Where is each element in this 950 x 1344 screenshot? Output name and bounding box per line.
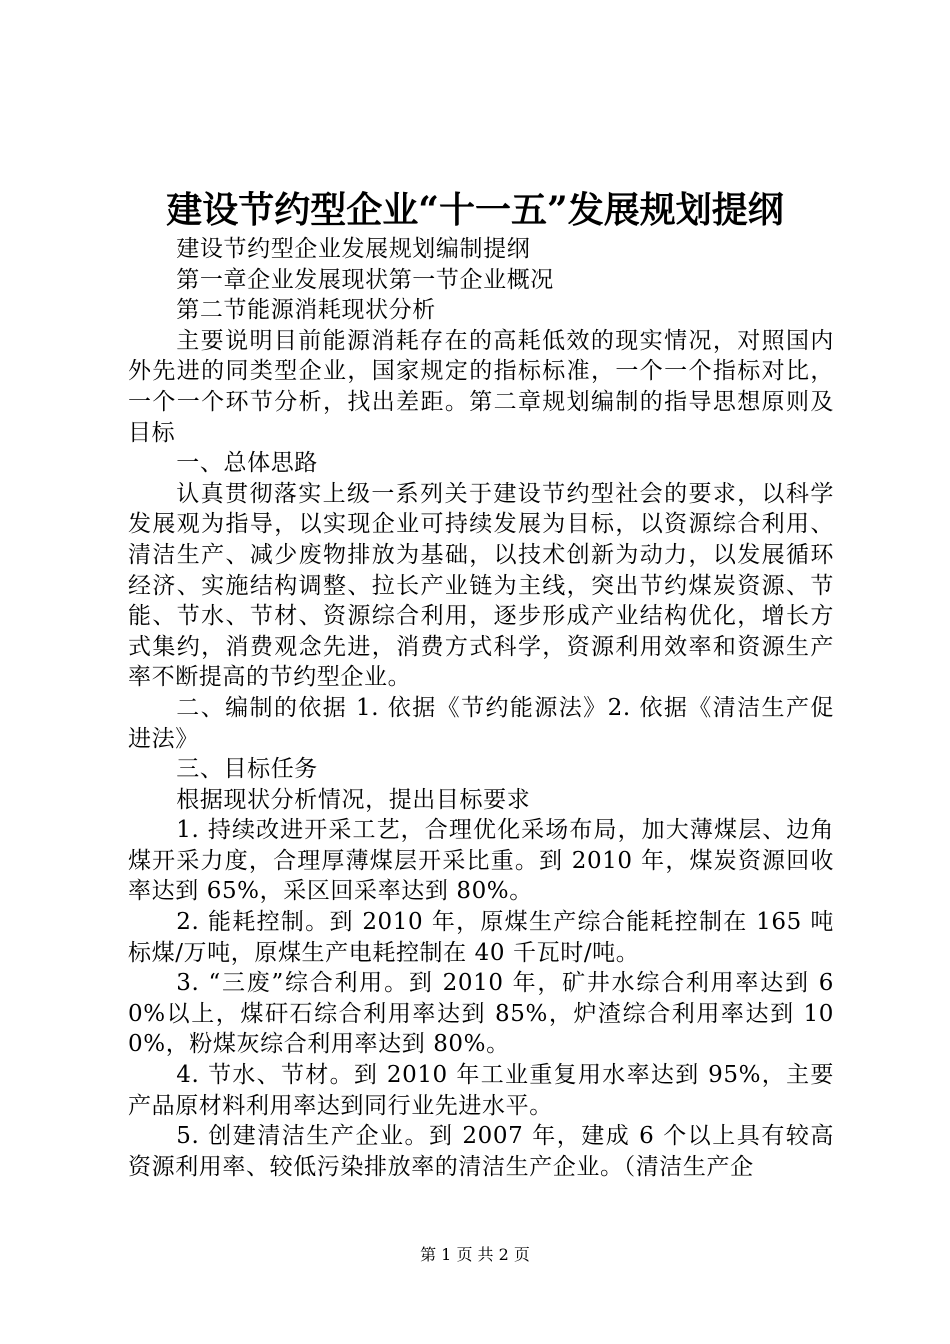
- paragraph: 建设节约型企业发展规划编制提纲: [176, 236, 531, 262]
- document-title: 建设节约型企业“十一五”发展规划提纲: [166, 189, 784, 231]
- page-footer: 第 1 页 共 2 页: [420, 1245, 530, 1264]
- paragraph: 3. “三废”综合利用。到 2010 年，矿井水综合利用率达到 60%以上，煤矸石综合利用率达到 85%，炉渣综合利用率达到 100%，粉煤灰综合利用率达到 80%。: [128, 970, 834, 1058]
- paragraph: 2. 能耗控制。到 2010 年，原煤生产综合能耗控制在 165 吨标煤/万吨，原煤生产电耗控制在 40 千瓦时/吨。: [128, 909, 834, 966]
- paragraph: 一、总体思路: [176, 450, 318, 477]
- paragraph: 根据现状分析情况，提出目标要求: [176, 786, 531, 813]
- paragraph: 5. 创建清洁生产企业。到 2007 年，建成 6 个以上具有较高资源利用率、较低污染排放率的清洁生产企业。（清洁生产企: [128, 1123, 834, 1180]
- document-body: [128, 234, 834, 1182]
- paragraph: 认真贯彻落实上级一系列关于建设节约型社会的要求，以科学发展观为指导，以实现企业可持续发展为目标，以资源综合利用、清洁生产、减少废物排放为基础，以技术创新为动力，以发展循环经济、实施结构调整、拉长产业链为主线，突出节约煤炭资源、节能、节水、节材、资源综合利用，逐步形成产业结构优化，增长方式集约，消费观念先进，消费方式科学，资源利用效率和资源生产率不断提高的节约型企业。: [128, 480, 834, 691]
- paragraph: 4. 节水、节材。到 2010 年工业重复用水率达到 95%，主要产品原材料利用率达到同行业先进水平。: [128, 1062, 834, 1119]
- paragraph: 三、目标任务: [176, 756, 318, 783]
- paragraph: 第一章企业发展现状第一节企业概况: [176, 266, 554, 293]
- paragraph: 二、编制的依据 1. 依据《节约能源法》2. 依据《清洁生产促进法》: [128, 694, 834, 752]
- paragraph: 主要说明目前能源消耗存在的高耗低效的现实情况，对照国内外先进的同类型企业，国家规定的指标标准，一个一个指标对比，一个一个环节分析，找出差距。第二章规划编制的指导思想原则及目标: [128, 327, 834, 446]
- paragraph: 第二节能源消耗现状分析: [176, 297, 436, 324]
- paragraph: 1. 持续改进开采工艺，合理优化采场布局，加大薄煤层、边角煤开采力度，合理厚薄煤层开采比重。到 2010 年，煤炭资源回收率达到 65%，采区回采率达到 80%。: [128, 817, 834, 905]
